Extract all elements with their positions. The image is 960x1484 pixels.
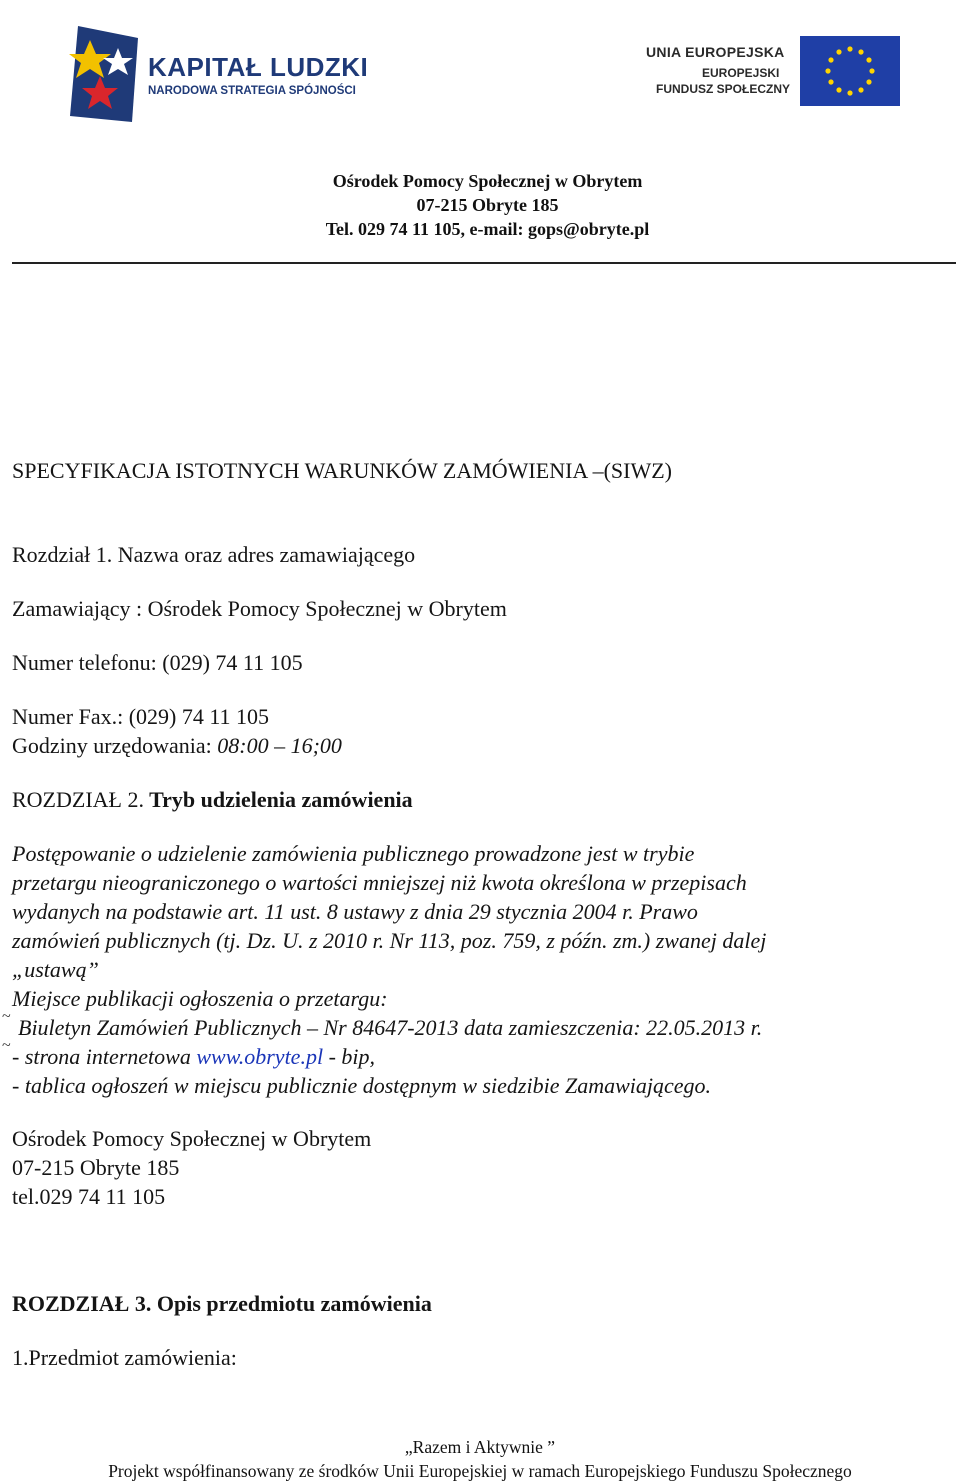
kapital-ludzki-title: KAPITAŁ LUDZKI: [148, 52, 369, 82]
org-address-line: Ośrodek Pomocy Społecznej w Obrytem: [12, 1126, 372, 1151]
footer-project-note: Projekt współfinansowany ze środków Unii Europejskiej w ramach Europejskiego Funduszu Społecznego: [108, 1461, 852, 1481]
kapital-ludzki-emblem-icon: [60, 18, 150, 128]
header-divider: [12, 262, 956, 264]
eu-logo-line1: UNIA EUROPEJSKA: [646, 44, 785, 60]
chapter2-number: ROZDZIAŁ 2.: [12, 787, 144, 812]
website-link[interactable]: www.obryte.pl: [196, 1044, 324, 1069]
footer-slogan: „Razem i Aktywnie ”: [404, 1437, 556, 1457]
header-contact: Tel. 029 74 11 105, e-mail: gops@obryte.pl: [325, 219, 650, 239]
kapital-ludzki-subtitle: NARODOWA STRATEGIA SPÓJNOŚCI: [148, 85, 356, 97]
org-address-line: 07-215 Obryte 185: [12, 1155, 180, 1180]
subject-item-1: 1.Przedmiot zamówienia:: [12, 1345, 237, 1370]
publication-item-noticeboard: - tablica ogłoszeń w miejscu publicznie dostępnym w siedzibie Zamawiającego.: [12, 1073, 712, 1098]
header-address: 07-215 Obryte 185: [416, 195, 559, 215]
chapter1-heading: Rozdział 1. Nazwa oraz adres zamawiającego: [12, 542, 416, 567]
publication-heading: Miejsce publikacji ogłoszenia o przetargu:: [12, 986, 388, 1011]
eu-logo: [620, 32, 910, 122]
chapter3-heading: ROZDZIAŁ 3. Opis przedmiotu zamówienia: [12, 1291, 432, 1316]
procedure-paragraph-line: wydanych na podstawie art. 11 ust. 8 ustawy z dnia 29 stycznia 2004 r. Prawo: [12, 899, 698, 924]
chapter2-title: Tryb udzielenia zamówienia: [143, 787, 413, 812]
fax-value: : (029) 74 11 105: [117, 704, 270, 729]
website-prefix: - strona internetowa: [12, 1044, 197, 1069]
hours-label: Godziny urzędowania:: [12, 733, 218, 758]
chapter2-heading: [12, 787, 413, 813]
eu-logo-line2: EUROPEJSKI: [702, 66, 780, 80]
hours-value: 08:00 – 16;00: [217, 733, 342, 758]
procedure-paragraph-line: przetargu nieograniczonego o wartości mniejszej niż kwota określona w przepisach: [12, 870, 747, 895]
website-suffix: - bip,: [323, 1044, 376, 1069]
tilde-bullet-icon: ~: [2, 1037, 11, 1054]
hours-line: [12, 733, 342, 759]
tilde-bullet-icon: ~: [2, 1008, 11, 1025]
phone-line: Numer telefonu: (029) 74 11 105: [12, 650, 303, 675]
publication-item-website: [12, 1044, 375, 1070]
eu-logo-line3: FUNDUSZ SPOŁECZNY: [656, 82, 791, 96]
fax-label: Numer Fax.: [12, 704, 118, 729]
kapital-ludzki-logo: [60, 18, 380, 128]
zamawiajacy-line: Zamawiający : Ośrodek Pomocy Społecznej w Obrytem: [12, 596, 507, 621]
procedure-paragraph-line: zamówień publicznych (tj. Dz. U. z 2010 r. Nr 113, poz. 759, z późn. zm.) zwanej dalej: [12, 928, 767, 953]
document-title: SPECYFIKACJA ISTOTNYCH WARUNKÓW ZAMÓWIENIA –(SIWZ): [12, 458, 672, 483]
procedure-paragraph-line: „ustawą”: [12, 957, 99, 982]
procedure-paragraph-line: Postępowanie o udzielenie zamówienia publicznego prowadzone jest w trybie: [12, 841, 695, 866]
header-org-name: Ośrodek Pomocy Społecznej w Obrytem: [332, 171, 643, 191]
publication-item-bzp: Biuletyn Zamówień Publicznych – Nr 84647-2013 data zamieszczenia: 22.05.2013 r.: [18, 1015, 763, 1040]
fax-line: [12, 704, 269, 730]
org-address-line: tel.029 74 11 105: [12, 1184, 166, 1209]
eu-flag-icon: [800, 36, 900, 106]
